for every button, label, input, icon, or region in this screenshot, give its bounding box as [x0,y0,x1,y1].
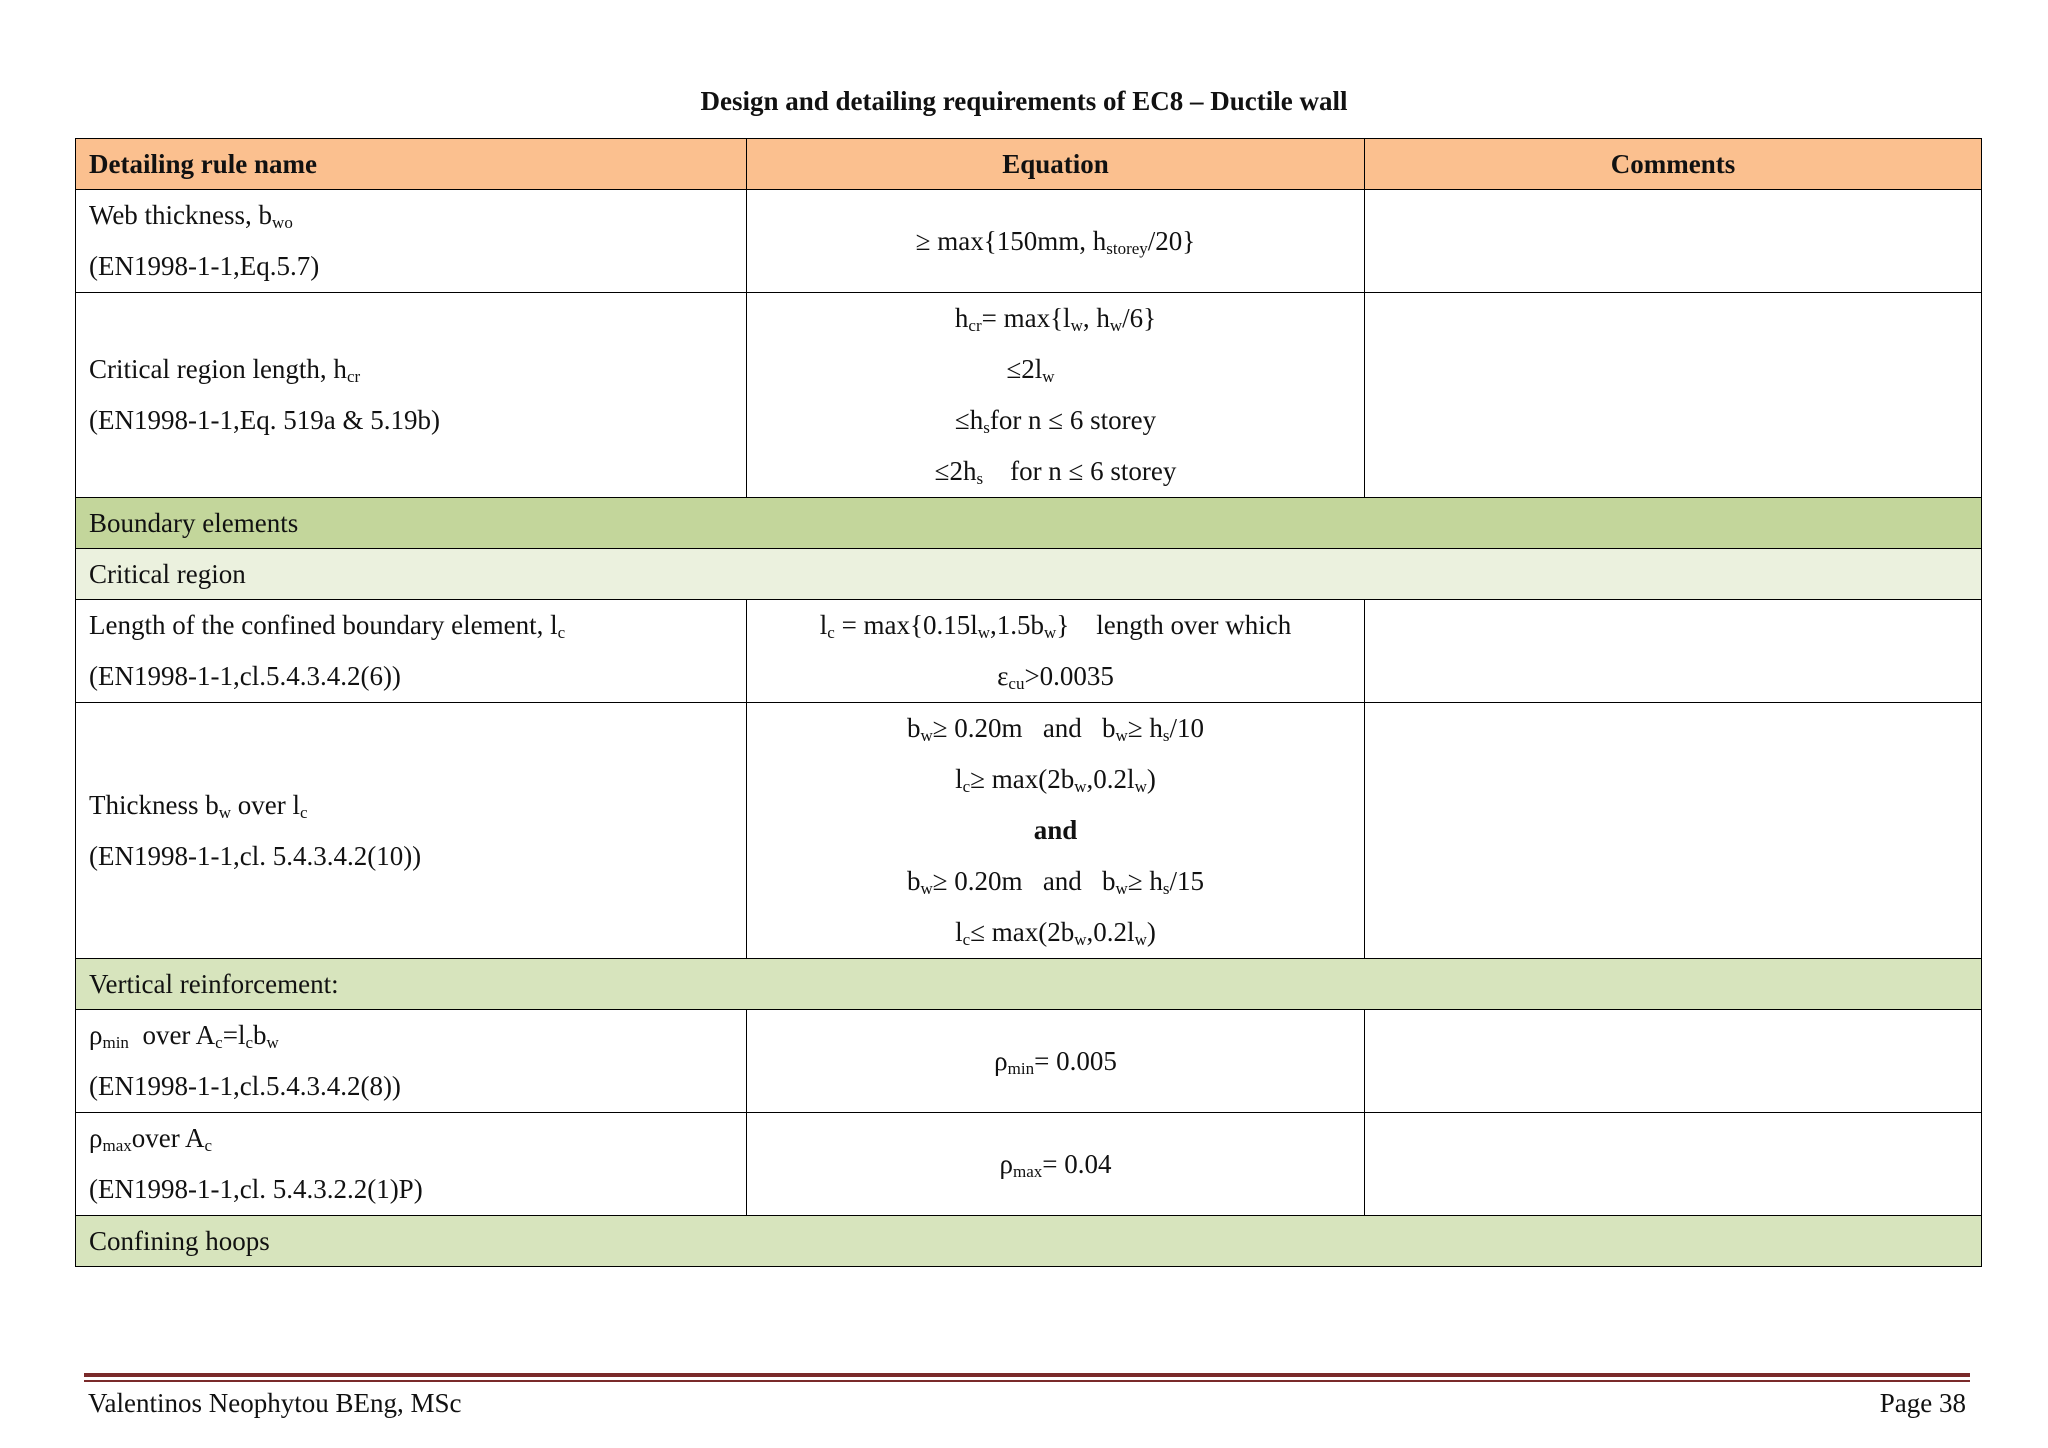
rule-name-cell [76,190,747,293]
rule-reference: (EN1998-1-1,cl. 5.4.3.4.2(10)) [89,840,422,871]
equation: $\rho_{min}= 0.005$ [994,1045,1117,1078]
table-row [76,190,1982,293]
rule-name: Length of the confined boundary element, $l_c$ [89,610,566,642]
section-row-hoops [76,1216,1982,1267]
subsection-row-critical [76,549,1982,600]
comments-cell [1365,703,1982,959]
equation-line: $b_w\ge 0.20m$ and $b_w\ge h_s/15$ [906,866,1205,898]
section-title: Boundary elements [76,498,1982,549]
table-row [76,1010,1982,1113]
equation-cell [747,600,1365,703]
section-row-vertical [76,959,1982,1010]
table-row [76,703,1982,959]
equation-cell [747,1010,1365,1113]
footer-rule-thin [84,1380,1970,1382]
rule-name-cell [76,1113,747,1216]
equation: ≥ max{150mm, $h_{storey}/20$} [915,225,1196,258]
equation-line: $l_c = \max\{0.15l_w,1.5b_w\}$ length over which [819,610,1292,642]
footer-author: Valentinos Neophytou BEng, MSc [88,1388,462,1418]
rule-name-cell [76,1010,747,1113]
rule-name-cell [76,703,747,959]
table-row [76,600,1982,703]
rule-name: Critical region length, $h_{cr}$ [89,354,361,386]
rule-reference: (EN1998-1-1,cl. 5.4.3.2.2(1)P) [89,1174,423,1204]
requirements-table [75,138,1982,1267]
rule-reference: (EN1998-1-1,Eq.5.7) [89,251,320,281]
footer-page-number: Page 38 [1879,1388,1966,1418]
header-row [76,139,1982,190]
comments-cell [1365,1010,1982,1113]
page-title: Design and detailing requirements of EC8 – Ductile wall [700,86,1348,116]
section-title: Vertical reinforcement: [76,959,1982,1010]
rule-name: Thickness $b_w$ over $l_c$ [89,789,308,822]
equation-cell [747,293,1365,498]
equation-line: $l_c\ge \max(2b_w,0.2l_w)$ [955,764,1156,796]
equation-line: $h_{cr}= \max\{l_w$, $h_w/6$} [954,303,1157,335]
rule-reference: (EN1998-1-1,cl.5.4.3.4.2(8)) [89,1071,401,1101]
header-detailing-rule: Detailing rule name [76,139,747,190]
equation-line: $\varepsilon_{cu}>0.0035$ [997,661,1114,693]
table-row [76,293,1982,498]
section-row-boundary [76,498,1982,549]
equation-cell [747,190,1365,293]
subsection-title: Critical region [76,549,1982,600]
comments-cell [1365,190,1982,293]
equation-cell [747,1113,1365,1216]
table-row [76,1113,1982,1216]
equation-line: $b_w\ge 0.20m$ and $b_w\ge h_s/10$ [906,713,1205,745]
header-comments: Comments [1365,139,1982,190]
equation-line: $l_c\le \max(2b_w,0.2l_w)$ [955,917,1156,949]
footer-rule-thick [84,1373,1970,1377]
section-title: Confining hoops [76,1216,1982,1267]
equation-and-label: and [1033,815,1078,845]
rule-name-cell [76,293,747,498]
header-equation: Equation [747,139,1365,190]
equation-cell [747,703,1365,959]
comments-cell [1365,293,1982,498]
comments-cell [1365,1113,1982,1216]
equation: $\rho_{max}= 0.04$ [999,1148,1112,1181]
rule-name: $\rho_{max}over$ $A_c$ [89,1123,213,1155]
rule-name: Web thickness, $b_{wo}$ [89,200,293,232]
rule-name-cell [76,600,747,703]
equation-line: $\le 2h_s$ for n ≤ 6 storey [934,456,1177,488]
rule-name: $\rho_{min}$ over $A_c=l_cb_w$ [89,1020,279,1052]
comments-cell [1365,600,1982,703]
rule-reference: (EN1998-1-1,cl.5.4.3.4.2(6)) [89,661,401,691]
equation-line: $\le h_sfor$ n ≤ 6 storey [954,405,1157,437]
equation-line: $\le 2l_w$ [1006,354,1055,386]
rule-reference: (EN1998-1-1,Eq. 519a & 5.19b) [89,405,440,435]
